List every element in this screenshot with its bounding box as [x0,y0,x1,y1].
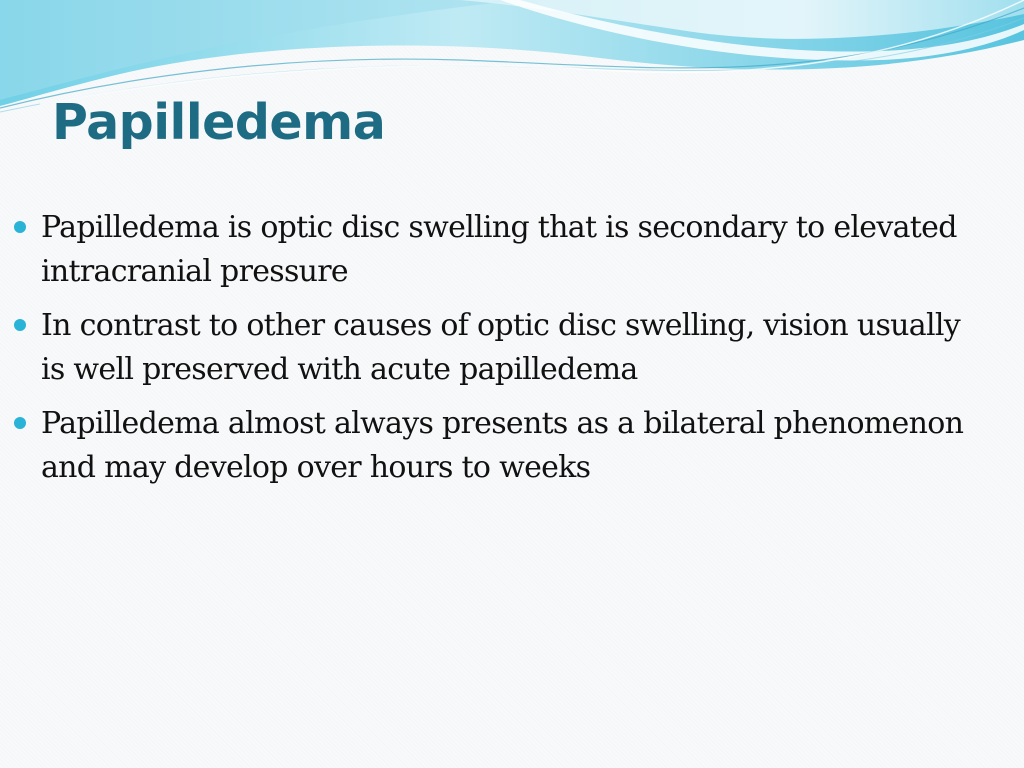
bullet-list [14,206,974,500]
bullet-text: Papilledema is optic disc swelling that is secondary to elevated intracranial pressure [41,210,957,289]
bullet-text: Papilledema almost always presents as a bilateral phenomenon and may develop over hours to weeks [41,406,964,485]
bullet-dot-icon [14,417,26,429]
bullet-text: In contrast to other causes of optic disc swelling, vision usually is well preserved with acute papilledema [41,308,960,387]
bullet-dot-icon [14,319,26,331]
bullet-item [14,304,974,392]
slide-title: Papilledema [52,94,386,151]
bullet-item [14,402,974,490]
bullet-item [14,206,974,294]
bullet-dot-icon [14,221,26,233]
